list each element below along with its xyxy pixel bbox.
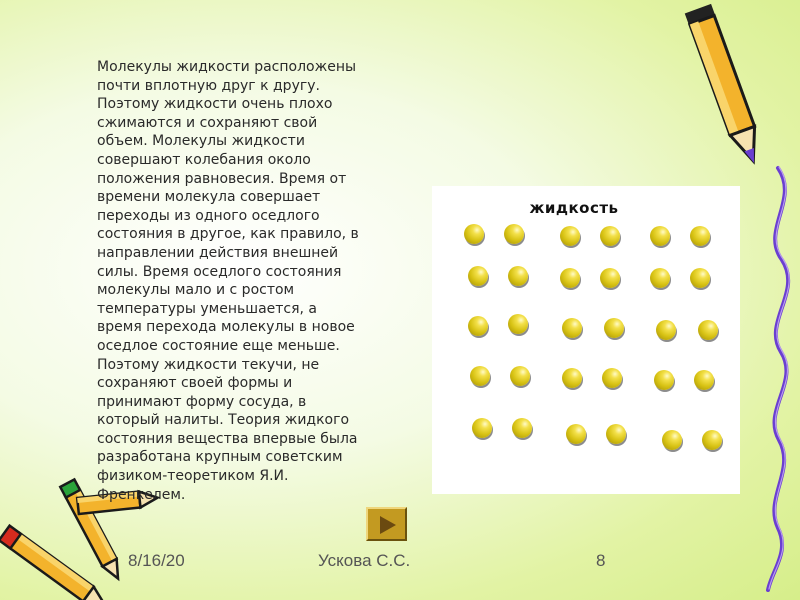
molecule bbox=[472, 418, 492, 438]
molecule bbox=[470, 366, 490, 386]
molecule bbox=[510, 366, 530, 386]
molecule bbox=[566, 424, 586, 444]
body-text: Молекулы жидкости расположены почти вплотную друг к другу. Поэтому жидкости очень плохо сжимаются и сохраняют свой объем. Молекулы жидкости совершают колебания около положения равновесия. Время от времени молекула совершает переходы из одного оседлого состояния в другое, как правило, в направлении действия внешней силы. Время оседлого состояния молекулы мало и с ростом температуры уменьшается, а время перехода молекулы в новое оседлое состояние еще меньше. Поэтому жидкости текучи, не сохраняют своей формы и принимают форму сосуда, в который налиты. Теория жидкого состояния вещества впервые была разработана крупным советским физиком-теоретиком Я.И. Френкелем. bbox=[97, 59, 359, 503]
next-slide-button[interactable] bbox=[366, 507, 407, 541]
pencil-icon-top-right bbox=[685, 4, 767, 168]
molecule bbox=[650, 226, 670, 246]
molecule bbox=[512, 418, 532, 438]
molecule bbox=[468, 316, 488, 336]
footer-page-number: 8 bbox=[596, 551, 606, 570]
play-arrow-icon bbox=[380, 516, 396, 534]
panel-title: жидкость bbox=[529, 199, 619, 217]
molecule bbox=[600, 226, 620, 246]
molecule bbox=[560, 226, 580, 246]
footer-author: Ускова С.С. bbox=[318, 551, 411, 570]
molecule bbox=[602, 368, 622, 388]
molecule bbox=[690, 226, 710, 246]
molecule bbox=[508, 314, 528, 334]
molecule bbox=[562, 318, 582, 338]
molecule bbox=[562, 368, 582, 388]
molecule bbox=[654, 370, 674, 390]
molecule bbox=[694, 370, 714, 390]
molecule bbox=[464, 224, 484, 244]
molecule bbox=[690, 268, 710, 288]
molecule bbox=[698, 320, 718, 340]
molecule bbox=[468, 266, 488, 286]
molecule bbox=[560, 268, 580, 288]
molecule bbox=[604, 318, 624, 338]
molecule bbox=[650, 268, 670, 288]
molecule bbox=[508, 266, 528, 286]
liquid-molecules-panel bbox=[432, 186, 740, 494]
molecule bbox=[656, 320, 676, 340]
molecule bbox=[600, 268, 620, 288]
molecule bbox=[606, 424, 626, 444]
squiggle-line-decoration bbox=[768, 168, 788, 590]
molecule bbox=[504, 224, 524, 244]
molecule bbox=[702, 430, 722, 450]
footer-date: 8/16/20 bbox=[128, 551, 185, 570]
molecule bbox=[662, 430, 682, 450]
